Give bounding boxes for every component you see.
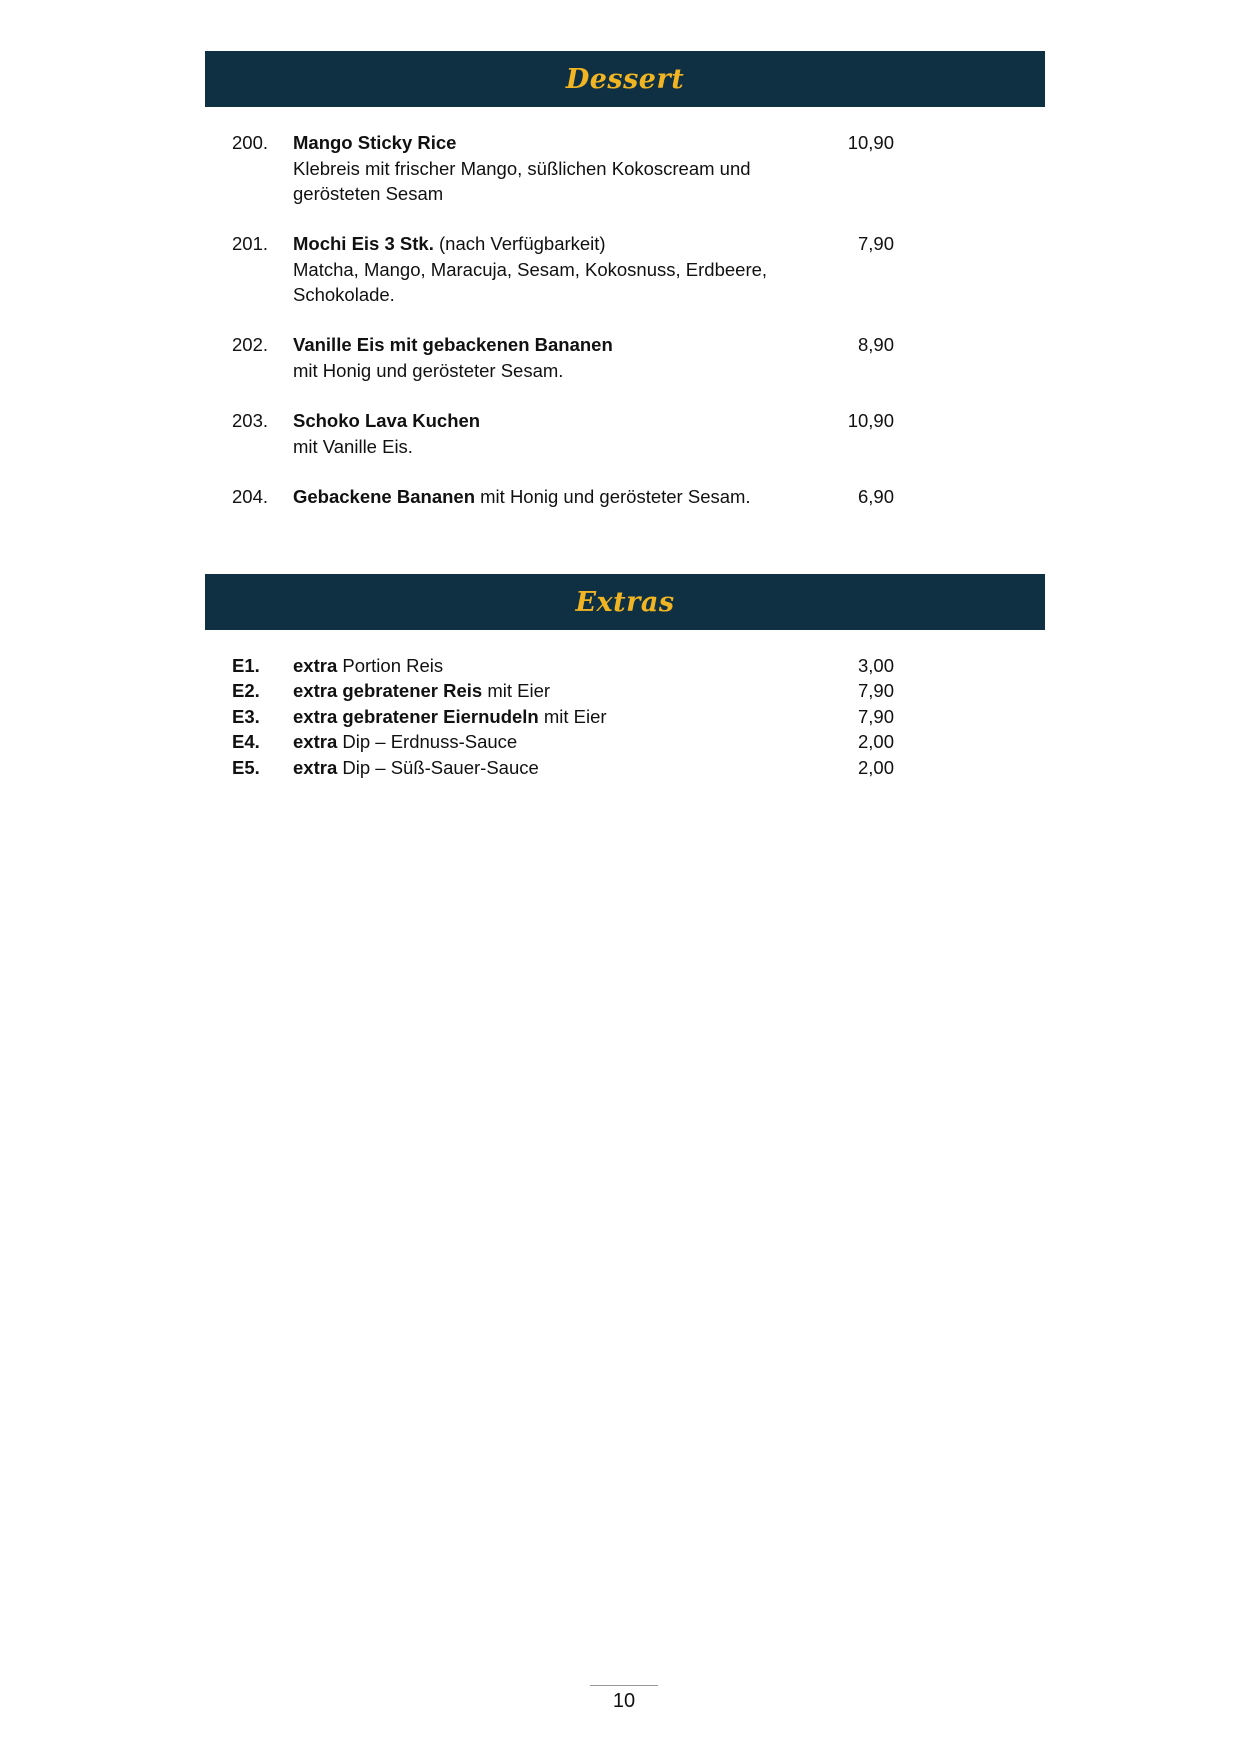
dessert-section-header (205, 51, 1045, 107)
item-content (293, 408, 783, 459)
item-name: extra (293, 655, 338, 676)
extra-item (232, 678, 894, 703)
item-number: 204. (232, 486, 269, 507)
item-description: Matcha, Mango, Maracuja, Sesam, Kokosnuss, Erdbeere, Schokolade. (293, 258, 768, 305)
item-description: mit Honig und gerösteter Sesam. (293, 359, 564, 381)
item-price: 8,90 (857, 334, 894, 355)
item-content (293, 332, 783, 383)
item-number: 202. (232, 334, 269, 355)
item-content (293, 653, 783, 678)
item-content (293, 755, 783, 780)
extra-item (232, 729, 894, 754)
item-price: 10,90 (847, 132, 894, 153)
item-number: E1. (232, 655, 260, 676)
item-number: E4. (232, 731, 260, 753)
item-content (293, 704, 783, 729)
extras-section-header (205, 574, 1045, 630)
item-name: extra (293, 731, 338, 753)
item-content (293, 484, 783, 510)
item-price: 6,90 (857, 486, 894, 507)
menu-item (232, 484, 894, 510)
item-detail: Dip – Erdnuss-Sauce (337, 731, 518, 753)
menu-item (232, 408, 894, 458)
footer-divider (590, 1685, 658, 1686)
extra-item (232, 704, 894, 729)
item-note: mit Honig und gerösteter Sesam. (475, 486, 751, 507)
item-note: (nach Verfügbarkeit) (433, 233, 606, 254)
extras-list (232, 653, 894, 780)
item-name: Mango Sticky Rice (293, 132, 457, 153)
item-content (293, 678, 783, 703)
menu-item (232, 332, 894, 382)
extra-item (232, 653, 894, 678)
item-price: 10,90 (847, 410, 894, 431)
extra-item (232, 755, 894, 780)
item-detail: mit Eier (538, 705, 607, 727)
extras-section-title: Extras (575, 586, 675, 618)
item-price: 2,00 (857, 756, 894, 778)
item-name: extra gebratener Eiernudeln (293, 705, 539, 727)
dessert-list (232, 130, 894, 536)
item-name: extra gebratener Reis (293, 680, 483, 702)
item-number: 201. (232, 233, 269, 254)
item-price: 7,90 (857, 680, 894, 702)
item-detail: Portion Reis (337, 655, 444, 676)
item-content (293, 729, 783, 754)
item-number: 203. (232, 410, 269, 431)
item-content (293, 231, 783, 308)
item-name: Gebackene Bananen (293, 486, 475, 507)
item-name: extra (293, 756, 338, 778)
item-description: Klebreis mit frischer Mango, süßlichen Kokoscream und gerösteten Sesam (293, 157, 751, 204)
item-description: mit Vanille Eis. (293, 435, 413, 457)
item-content (293, 130, 783, 207)
item-detail: Dip – Süß-Sauer-Sauce (337, 756, 539, 778)
item-price: 7,90 (857, 233, 894, 254)
page-number: 10 (612, 1690, 636, 1712)
item-detail: mit Eier (482, 680, 551, 702)
item-name: Schoko Lava Kuchen (293, 410, 481, 431)
item-name: Mochi Eis 3 Stk. (293, 233, 434, 254)
item-number: E3. (232, 705, 260, 727)
item-name: Vanille Eis mit gebackenen Bananen (293, 334, 613, 355)
item-number: E2. (232, 680, 260, 702)
menu-item (232, 130, 894, 205)
item-price: 2,00 (857, 731, 894, 753)
dessert-section-title: Dessert (565, 63, 685, 95)
item-number: E5. (232, 756, 260, 778)
item-price: 3,00 (857, 655, 894, 676)
item-number: 200. (232, 132, 269, 153)
menu-item (232, 231, 894, 306)
item-price: 7,90 (857, 705, 894, 727)
